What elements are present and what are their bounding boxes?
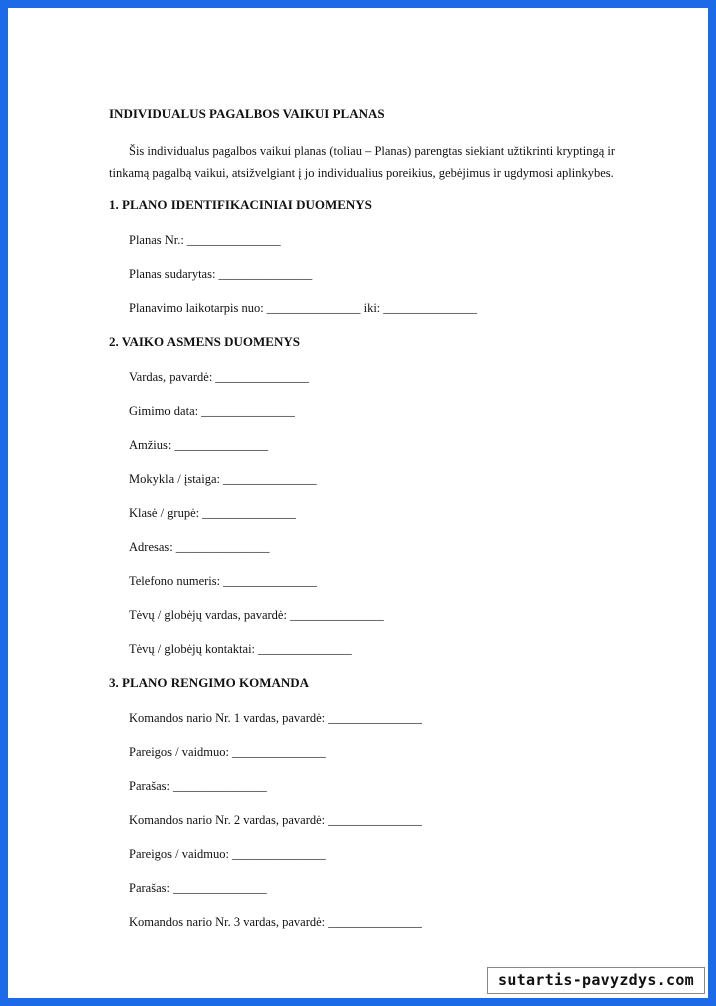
fill-line: _______________ xyxy=(328,711,422,725)
field-label: Amžius: xyxy=(129,438,172,452)
field-label: Komandos nario Nr. 2 vardas, pavardė: xyxy=(129,813,326,827)
fill-line: _______________ xyxy=(328,813,422,827)
fill-line: _______________ xyxy=(383,301,478,315)
field-label: Planavimo laikotarpis nuo: xyxy=(129,301,264,315)
field-member-1-role xyxy=(129,745,326,760)
field-member-2-signature xyxy=(129,881,267,896)
field-member-2-role xyxy=(129,847,326,862)
field-birth-date xyxy=(129,404,295,419)
field-guardian-contacts xyxy=(129,642,352,657)
fill-line: _______________ xyxy=(266,301,361,315)
field-member-1-name xyxy=(129,711,422,726)
field-label: Adresas: xyxy=(129,540,173,554)
field-label: Planas Nr.: xyxy=(129,233,184,247)
field-label-to: iki: xyxy=(363,301,381,315)
fill-line: _______________ xyxy=(232,745,326,759)
fill-line: _______________ xyxy=(328,915,422,929)
fill-line: _______________ xyxy=(174,438,269,452)
field-label: Parašas: xyxy=(129,779,170,793)
fill-line: _______________ xyxy=(218,267,313,281)
fill-line: _______________ xyxy=(175,540,270,554)
section-heading-identification: 1. PLANO IDENTIFIKACINIAI DUOMENYS xyxy=(109,197,372,212)
field-label: Tėvų / globėjų kontaktai: xyxy=(129,642,256,656)
field-label: Komandos nario Nr. 1 vardas, pavardė: xyxy=(129,711,326,725)
document-page xyxy=(8,8,708,998)
section-heading-team: 3. PLANO RENGIMO KOMANDA xyxy=(109,675,310,690)
site-watermark: sutartis-pavyzdys.com xyxy=(487,967,705,994)
fill-line: _______________ xyxy=(172,779,267,793)
field-plan-number xyxy=(129,233,281,248)
field-label: Telefono numeris: xyxy=(129,574,221,588)
fill-line: _______________ xyxy=(289,608,384,622)
fill-line: _______________ xyxy=(201,404,295,418)
field-member-2-name xyxy=(129,813,422,828)
fill-line: _______________ xyxy=(258,642,352,656)
document-title: INDIVIDUALUS PAGALBOS VAIKUI PLANAS xyxy=(109,106,385,121)
field-planning-period xyxy=(129,301,477,316)
fill-line: _______________ xyxy=(223,574,317,588)
field-age xyxy=(129,438,268,453)
fill-line: _______________ xyxy=(172,881,267,895)
field-address xyxy=(129,540,270,555)
field-name-surname xyxy=(129,370,309,385)
field-label: Mokykla / įstaiga: xyxy=(129,472,220,486)
field-guardian-name xyxy=(129,608,384,623)
field-label: Planas sudarytas: xyxy=(129,267,216,281)
field-label: Parašas: xyxy=(129,881,170,895)
intro-paragraph: Šis individualus pagalbos vaikui planas (toliau – Planas) parengtas siekiant užtikrinti kryptingą ir tinkamą pagalbą vaikui, atsižvelgiant į jo individualius poreikius, gebėjimus ir ugdymosi aplinkybes. xyxy=(109,144,616,180)
field-label: Pareigos / vaidmuo: xyxy=(129,745,229,759)
field-school xyxy=(129,472,317,487)
field-class-group xyxy=(129,506,296,521)
field-member-1-signature xyxy=(129,779,267,794)
field-label: Gimimo data: xyxy=(129,404,199,418)
field-label: Komandos nario Nr. 3 vardas, pavardė: xyxy=(129,915,326,929)
field-member-3-name xyxy=(129,915,422,930)
field-label: Pareigos / vaidmuo: xyxy=(129,847,229,861)
field-label: Tėvų / globėjų vardas, pavardė: xyxy=(129,608,287,622)
fill-line: _______________ xyxy=(215,370,310,384)
field-label: Klasė / grupė: xyxy=(129,506,200,520)
field-plan-created xyxy=(129,267,312,282)
section-heading-child-data: 2. VAIKO ASMENS DUOMENYS xyxy=(109,334,300,349)
field-label: Vardas, pavardė: xyxy=(129,370,213,384)
fill-line: _______________ xyxy=(186,233,281,247)
fill-line: _______________ xyxy=(222,472,317,486)
field-phone xyxy=(129,574,317,589)
fill-line: _______________ xyxy=(232,847,326,861)
fill-line: _______________ xyxy=(202,506,296,520)
